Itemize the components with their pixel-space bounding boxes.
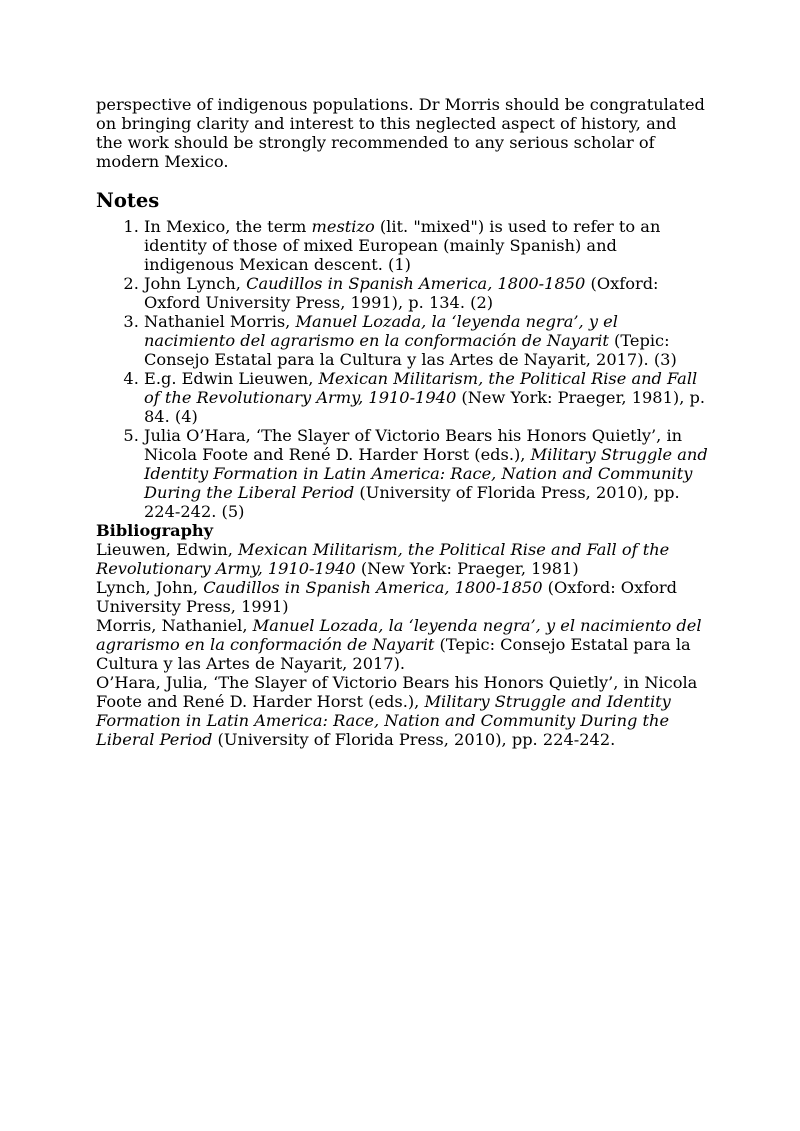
notes-heading: Notes	[96, 189, 160, 212]
bib-text: (University of Florida Press, 2010), pp. 224-242.	[212, 730, 616, 749]
note-text: In Mexico, the term	[144, 217, 312, 236]
note-text: (Tepic: Consejo Estatal para la Cultura y las Artes de Nayarit, 2017). (3)	[144, 331, 677, 369]
note-title: mestizo	[311, 217, 375, 236]
note-item	[144, 369, 708, 426]
bib-text: (Oxford: Oxford University Press, 1991)	[96, 578, 678, 616]
bib-title: Caudillos in Spanish America, 1800-1850	[203, 578, 543, 597]
note-text: John Lynch,	[144, 274, 247, 293]
note-text: Julia O’Hara, ‘The Slayer of Victorio Bears his Honors Quietly’, in Nicola Foote and René D. Harder Horst (eds.),	[144, 426, 683, 464]
note-title: Mexican Militarism, the Political Rise and Fall of the Revolutionary Army, 1910-1940	[144, 369, 698, 407]
note-item	[144, 274, 708, 312]
note-text: (New York: Praeger, 1981), p. 84. (4)	[144, 388, 706, 426]
bibliography-heading: Bibliography	[96, 521, 214, 540]
bib-text: Morris, Nathaniel,	[96, 616, 253, 635]
bibliography-entry	[96, 616, 708, 673]
note-title: Military Struggle and Identity Formation in Latin America: Race, Nation and Community During the Liberal Period	[144, 445, 708, 502]
note-title: Caudillos in Spanish America, 1800-1850	[246, 274, 586, 293]
note-text: (University of Florida Press, 2010), pp. 224-242. (5)	[144, 483, 680, 521]
note-text: Nathaniel Morris,	[144, 312, 296, 331]
document-page	[96, 95, 708, 749]
note-text: E.g. Edwin Lieuwen,	[144, 369, 319, 388]
bib-text: Lynch, John,	[96, 578, 204, 597]
note-item	[144, 312, 708, 369]
note-title: Manuel Lozada, la ‘leyenda negra’, y el nacimiento del agrarismo en la conformación de Nayarit	[144, 312, 618, 350]
bibliography-entry	[96, 673, 708, 749]
note-text: (Oxford: Oxford University Press, 1991), p. 134. (2)	[144, 274, 659, 312]
bibliography-entry	[96, 540, 708, 578]
bib-text: (New York: Praeger, 1981)	[355, 559, 579, 578]
bib-title: Mexican Militarism, the Political Rise and Fall of the Revolutionary Army, 1910-1940	[96, 540, 670, 578]
bib-text: Lieuwen, Edwin,	[96, 540, 239, 559]
note-item	[144, 217, 708, 274]
bib-text: (Tepic: Consejo Estatal para la Cultura y las Artes de Nayarit, 2017).	[96, 635, 691, 673]
bib-title: Manuel Lozada, la ‘leyenda negra’, y el nacimiento del agrarismo en la conformación de Nayarit	[96, 616, 702, 654]
intro-paragraph: perspective of indigenous populations. Dr Morris should be congratulated on bringing clarity and interest to this neglected aspect of history, and the work should be strongly recommended to any serious scholar of modern Mexico.	[96, 95, 705, 171]
note-text: (lit. "mixed") is used to refer to an identity of those of mixed European (mainly Spanish) and indigenous Mexican descent. (1)	[144, 217, 661, 274]
bib-text: O’Hara, Julia, ‘The Slayer of Victorio Bears his Honors Quietly’, in Nicola Foote and René D. Harder Horst (eds.),	[96, 673, 698, 711]
bibliography-entry	[96, 578, 708, 616]
bib-title: Military Struggle and Identity Formation in Latin America: Race, Nation and Community During the Liberal Period	[96, 692, 671, 749]
note-item	[144, 426, 708, 521]
notes-list	[96, 217, 708, 521]
